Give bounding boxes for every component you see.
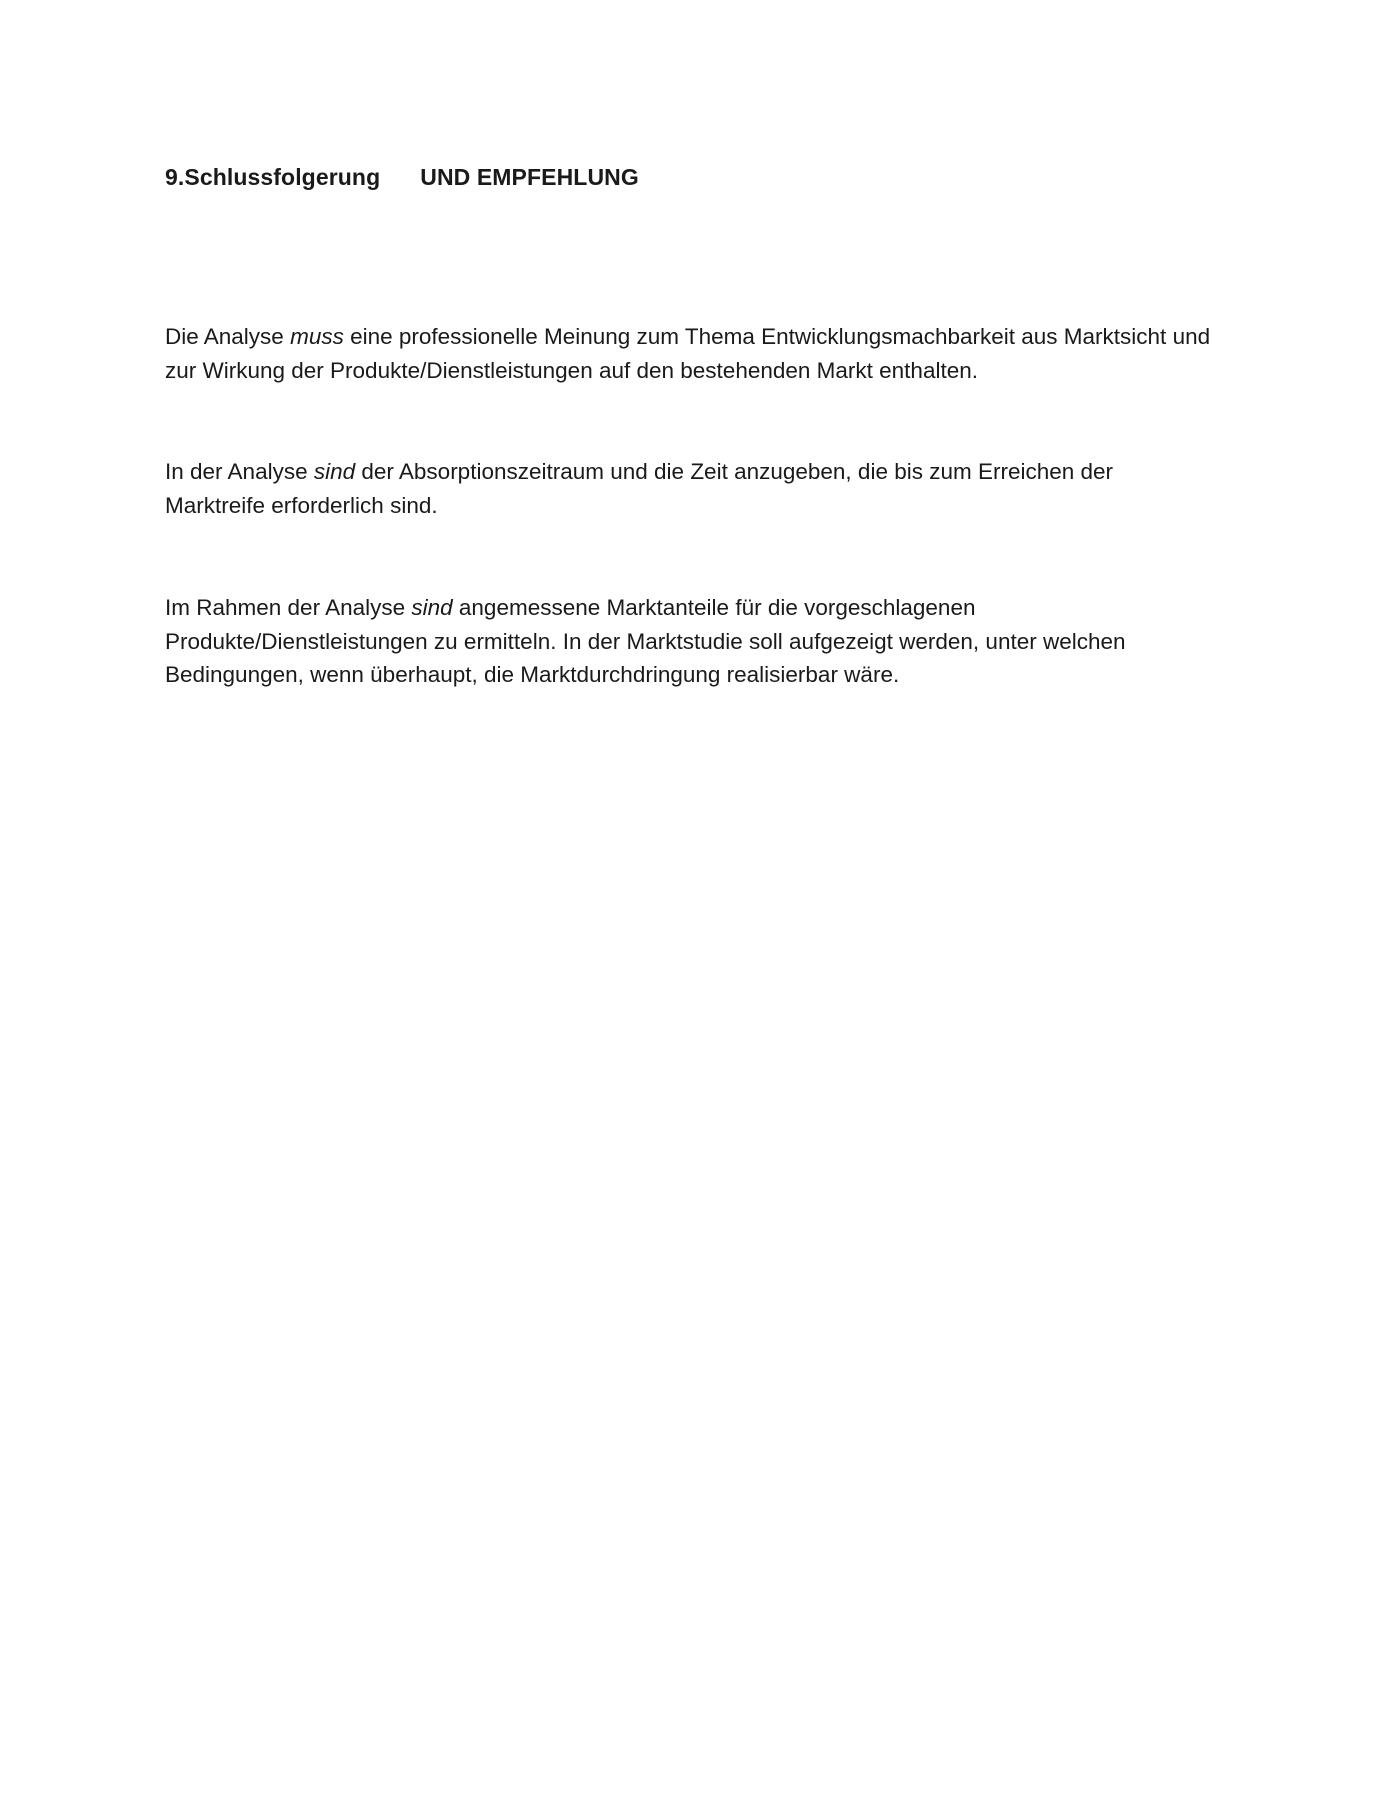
paragraph-2: [165, 455, 1275, 522]
paragraph-1-text-a: Die Analyse: [165, 324, 291, 349]
paragraph-2-line-2: Marktreife erforderlich sind.: [165, 492, 438, 518]
section-heading: [165, 164, 639, 191]
paragraph-3-line-1: [165, 591, 1275, 625]
paragraph-2-emphasis: sind: [313, 459, 356, 484]
paragraph-1: [165, 320, 1275, 387]
paragraph-2-text-b: der Absorptionszeitraum und die Zeit anzugeben, die bis zum Erreichen der: [355, 459, 1114, 484]
paragraph-3: [165, 591, 1275, 692]
paragraph-1-emphasis: muss: [290, 324, 344, 349]
paragraph-3-emphasis: sind: [411, 595, 453, 620]
paragraph-3-line-3: Bedingungen, wenn überhaupt, die Marktdurchdringung realisierbar wäre.: [165, 662, 900, 687]
paragraph-3-line-2: Produkte/Dienstleistungen zu ermitteln. In der Marktstudie soll aufgezeigt werden, unter welchen: [165, 628, 1126, 654]
paragraph-3-text-a: Im Rahmen der Analyse: [165, 595, 412, 620]
paragraph-1-line-2: zur Wirkung der Produkte/Dienstleistungen auf den bestehenden Markt enthalten.: [165, 357, 978, 383]
paragraph-1-line-1: [165, 320, 1275, 354]
paragraph-2-text-a: In der Analyse: [165, 459, 314, 484]
paragraph-1-text-b: eine professionelle Meinung zum Thema Entwicklungsmachbarkeit aus Marktsicht und: [343, 324, 1211, 349]
heading-title: 9.Schlussfolgerung: [165, 164, 381, 190]
paragraph-2-line-1: [165, 455, 1275, 489]
heading-subtitle: UND EMPFEHLUNG: [420, 164, 639, 190]
paragraph-3-text-b: angemessene Marktanteile für die vorgeschlagenen: [452, 595, 976, 620]
